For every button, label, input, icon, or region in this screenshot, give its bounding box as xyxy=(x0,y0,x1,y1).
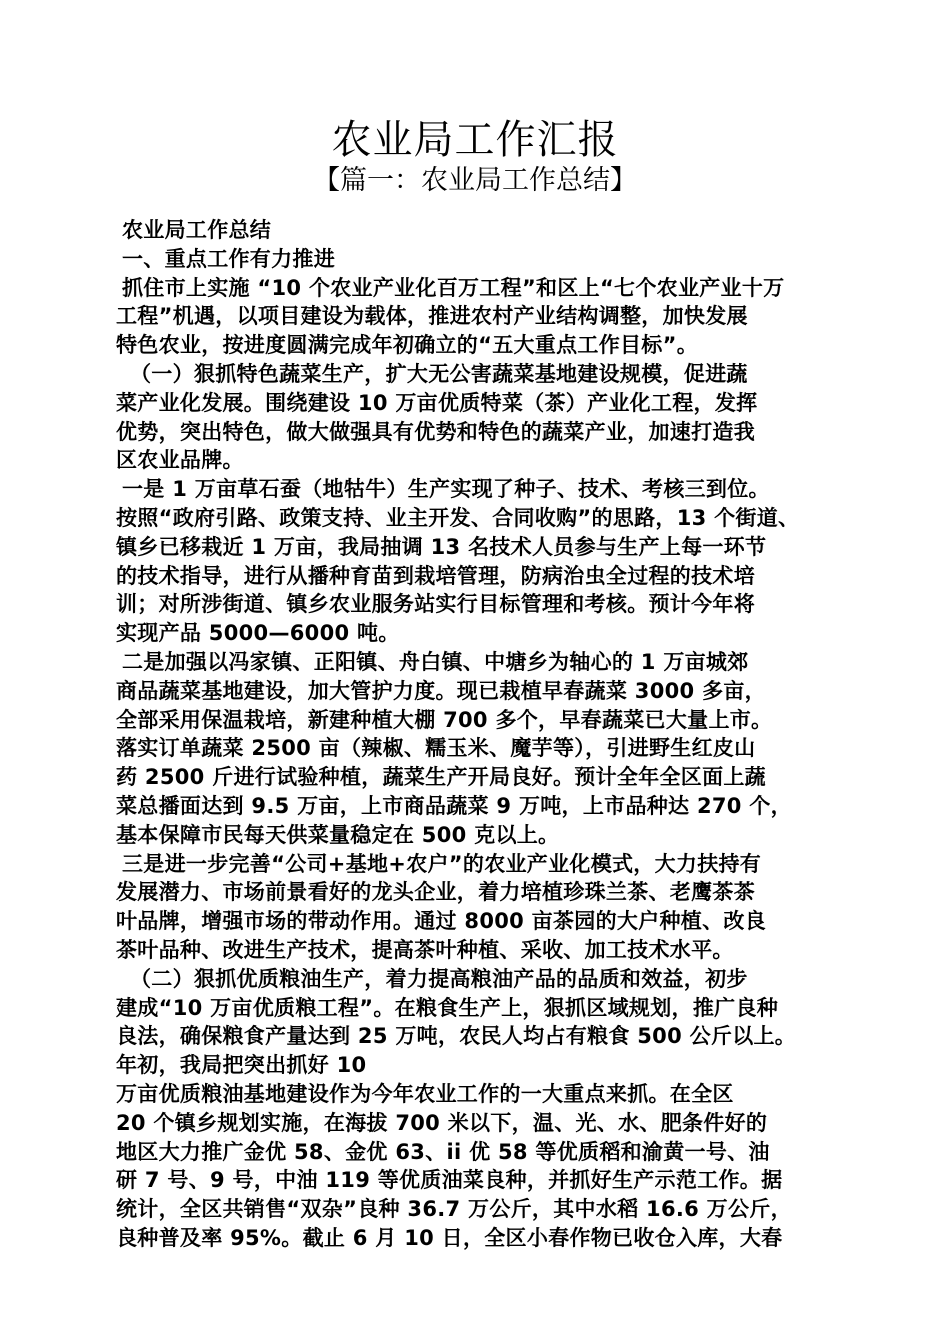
paragraph-line: 优势，突出特色，做大做强具有优势和特色的蔬菜产业，加速打造我 xyxy=(116,419,755,444)
paragraph-line: 区农业品牌。 xyxy=(116,448,244,473)
paragraph-line: 研 7 号、9 号，中油 119 等优质油菜良种，并抓好生产示范工作。据 xyxy=(116,1168,783,1193)
paragraph-line: 建成“10 万亩优质粮工程”。在粮食生产上，狠抓区域规划，推广良种 xyxy=(116,995,779,1020)
paragraph-line: 发展潜力、市场前景看好的龙头企业，着力培植珍珠兰茶、老鹰茶茶 xyxy=(116,880,755,905)
paragraph-line: 药 2500 斤进行试验种植，蔬菜生产开局良好。预计全年全区面上蔬 xyxy=(116,765,766,790)
paragraph-line: 按照“政府引路、政策支持、业主开发、合同收购”的思路，13 个街道、 xyxy=(116,505,800,530)
paragraph-line: 二是加强以冯家镇、正阳镇、舟白镇、中塘乡为轴心的 1 万亩城郊 xyxy=(122,649,749,674)
paragraph-line: 工程”机遇，以项目建设为载体，推进农村产业结构调整，加快发展 xyxy=(116,304,748,329)
paragraph-line: 落实订单蔬菜 2500 亩（辣椒、糯玉米、魔芋等），引进野生红皮山 xyxy=(116,736,756,761)
paragraph-line: 叶品牌，增强市场的带动作用。通过 8000 亩茶园的大户种植、改良 xyxy=(116,909,766,934)
paragraph-line: 实现产品 5000—6000 吨。 xyxy=(116,621,400,646)
paragraph-line: 菜产业化发展。围绕建设 10 万亩优质特菜（茶）产业化工程，发挥 xyxy=(116,390,758,415)
page-subtitle: 【篇一：农业局工作总结】 xyxy=(313,165,637,196)
paragraph-line: 基本保障市民每天供菜量稳定在 500 克以上。 xyxy=(116,822,560,847)
paragraph-line: 良种普及率 95%。截止 6 月 10 日，全区小春作物已收仓入库，大春 xyxy=(116,1225,783,1250)
paragraph-line: 年初，我局把突出抓好 10 xyxy=(116,1053,367,1078)
page-title: 农业局工作汇报 xyxy=(331,117,619,163)
paragraph-line: 地区大力推广金优 58、金优 63、ii 优 58 等优质稻和渝黄一号、油 xyxy=(116,1139,770,1164)
paragraph-line: （一）狠抓特色蔬菜生产，扩大无公害蔬菜基地建设规模，促进蔬 xyxy=(130,361,748,386)
paragraph-line: 的技术指导，进行从播种育苗到栽培管理，防病治虫全过程的技术培 xyxy=(116,563,755,588)
section-heading: 农业局工作总结 xyxy=(122,218,272,242)
paragraph-line: 全部采用保温栽培，新建种植大棚 700 多个，早春蔬菜已大量上市。 xyxy=(116,707,773,732)
paragraph-line: 训；对所涉街道、镇乡农业服务站实行目标管理和考核。预计今年将 xyxy=(116,592,755,617)
paragraph-line: 抓住市上实施 “10 个农业产业化百万工程”和区上“七个农业产业十万 xyxy=(122,275,785,300)
paragraph-line: 一是 1 万亩草石蚕（地牯牛）生产实现了种子、技术、考核三到位。 xyxy=(122,477,770,502)
paragraph-line: 商品蔬菜基地建设，加大管护力度。现已栽植早春蔬菜 3000 多亩， xyxy=(116,678,766,703)
paragraph-line: 20 个镇乡规划实施，在海拔 700 米以下，温、光、水、肥条件好的 xyxy=(116,1110,768,1135)
paragraph-line: 统计，全区共销售“双杂”良种 36.7 万公斤，其中水稻 16.6 万公斤， xyxy=(116,1197,792,1222)
paragraph-line: 菜总播面达到 9.5 万亩，上市商品蔬菜 9 万吨，上市品种达 270 个， xyxy=(116,793,792,818)
section-heading: 一、重点工作有力推进 xyxy=(122,246,335,271)
paragraph-line: 镇乡已移栽近 1 万亩，我局抽调 13 名技术人员参与生产上每一环节 xyxy=(116,534,767,559)
paragraph-line: （二）狠抓优质粮油生产，着力提高粮油产品的品质和效益，初步 xyxy=(130,966,748,991)
document-body xyxy=(116,216,840,1253)
paragraph-line: 三是进一步完善“公司+基地+农户”的农业产业化模式，大力扶持有 xyxy=(122,851,762,876)
paragraph-line: 特色农业，按进度圆满完成年初确立的“五大重点工作目标”。 xyxy=(116,333,699,358)
paragraph-line: 万亩优质粮油基地建设作为今年农业工作的一大重点来抓。在全区 xyxy=(116,1081,734,1106)
paragraph-line: 茶叶品种、改进生产技术，提高茶叶种植、采收、加工技术水平。 xyxy=(116,937,734,962)
paragraph-line: 良法，确保粮食产量达到 25 万吨，农民人均占有粮食 500 公斤以上。 xyxy=(116,1024,797,1049)
